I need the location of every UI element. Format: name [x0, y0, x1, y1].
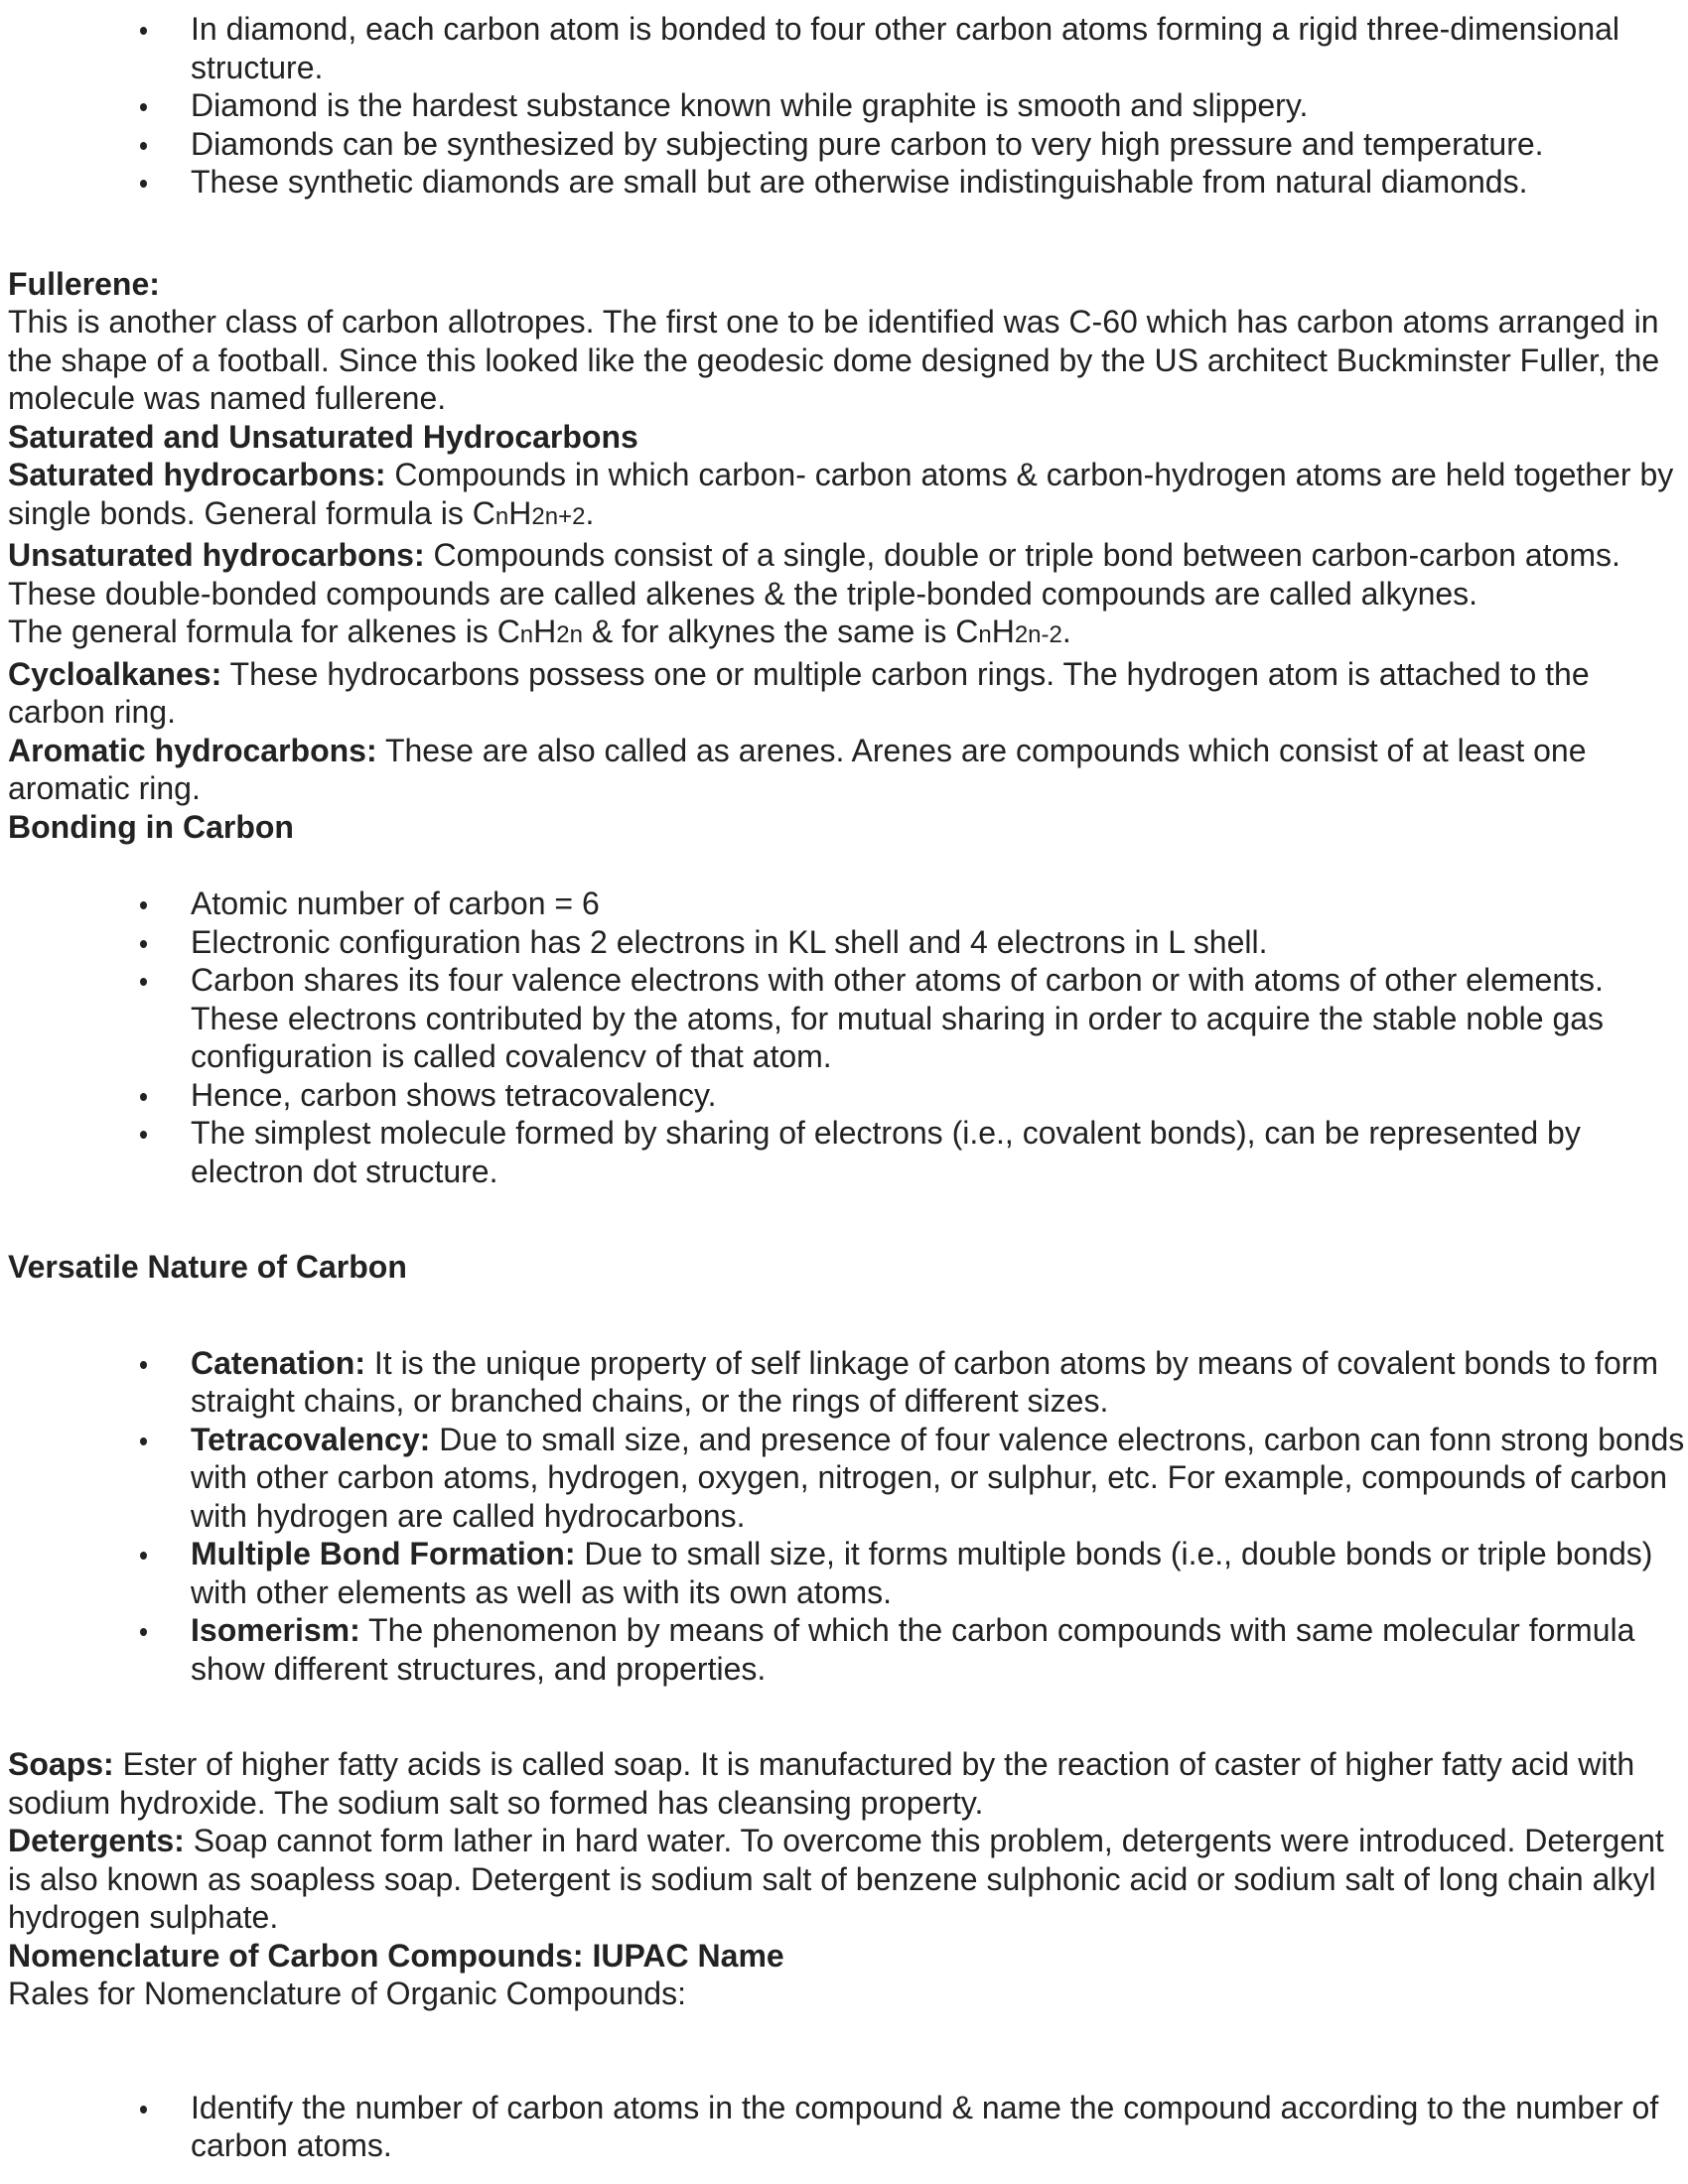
list-item: Tetracovalency: Due to small size, and presence of four valence electrons, carbon can fonn strong bonds with other carbon atoms, hydrogen, oxygen, nitrogen, or sulphur, etc. For example, compounds of carbon with hydrogen are called hydrocarbons. [8, 1421, 1686, 1536]
nomenclature-heading: Nomenclature of Carbon Compounds: IUPAC Name [8, 1937, 784, 1974]
nomenclature-subtitle: Rales for Nomenclature of Organic Compounds: [8, 1976, 686, 2011]
versatile-heading: Versatile Nature of Carbon [8, 1249, 407, 1285]
list-item: These synthetic diamonds are small but are otherwise indistinguishable from natural diamonds. [8, 163, 1686, 202]
list-item: Catenation: It is the unique property of self linkage of carbon atoms by means of covalent bonds to form straight chains, or branched chains, or the rings of different sizes. [8, 1344, 1686, 1421]
formula-paragraph: The general formula for alkenes is CnH2n & for alkynes the same is CnH2n-2. [8, 614, 1071, 649]
list-item: Electronic configuration has 2 electrons in KL shell and 4 electrons in L shell. [8, 923, 1686, 962]
saturated-paragraph: Saturated hydrocarbons: Compounds in which carbon- carbon atoms & carbon-hydrogen atoms are held together by single bonds. General formula is CnH2n+2. [8, 457, 1674, 531]
fullerene-text: This is another class of carbon allotropes. The first one to be identified was C-60 which has carbon atoms arranged in the shape of a football. Since this looked like the geodesic dome designed by the US architect Buckminster Fuller, the molecule was named fullerene. [8, 304, 1660, 416]
list-item: Isomerism: The phenomenon by means of which the carbon compounds with same molecular formula show different structures, and properties. [8, 1611, 1686, 1688]
alkenes-paragraph: These double-bonded compounds are called alkenes & the triple-bonded compounds are called alkynes. [8, 575, 1478, 612]
cycloalkanes-paragraph: Cycloalkanes: These hydrocarbons possess one or multiple carbon rings. The hydrogen atom is attached to the carbon ring. [8, 655, 1590, 730]
list-item: Diamond is the hardest substance known while graphite is smooth and slippery. [8, 86, 1686, 125]
soaps-paragraph: Soaps: Ester of higher fatty acids is called soap. It is manufactured by the reaction of caster of higher fatty acid with sodium hydroxide. The sodium salt so formed has cleansing property. [8, 1746, 1635, 1821]
aromatic-paragraph: Aromatic hydrocarbons: These are also called as arenes. Arenes are compounds which consist of at least one aromatic ring. [8, 732, 1587, 806]
bonding-list [8, 885, 1686, 1190]
bonding-heading: Bonding in Carbon [8, 808, 294, 845]
list-item: The simplest molecule formed by sharing of electrons (i.e., covalent bonds), can be represented by electron dot structure. [8, 1114, 1686, 1190]
unsaturated-paragraph: Unsaturated hydrocarbons: Compounds consist of a single, double or triple bond between carbon-carbon atoms. [8, 537, 1620, 573]
list-item: Carbon shares its four valence electrons with other atoms of carbon or with atoms of other elements. These electrons contributed by the atoms, for mutual sharing in order to acquire the stable noble gas configuration is called covalencv of that atom. [8, 961, 1686, 1076]
hydrocarbons-heading: Saturated and Unsaturated Hydrocarbons [8, 418, 638, 455]
diamond-list [8, 10, 1686, 202]
detergents-paragraph: Detergents: Soap cannot form lather in hard water. To overcome this problem, detergents were introduced. Detergent is also known as soapless soap. Detergent is sodium salt of benzene sulphonic acid or sodium salt of long chain alkyl hydrogen sulphate. [8, 1823, 1664, 1935]
fullerene-heading: Fullerene: [8, 265, 160, 302]
versatile-list [8, 1344, 1686, 1689]
list-item: Atomic number of carbon = 6 [8, 885, 1686, 923]
list-item: Identify the number of carbon atoms in the compound & name the compound according to the number of carbon atoms. [8, 2089, 1686, 2165]
nomenclature-list [8, 2089, 1686, 2165]
list-item: Multiple Bond Formation: Due to small size, it forms multiple bonds (i.e., double bonds or triple bonds) with other elements as well as with its own atoms. [8, 1535, 1686, 1611]
document-page [8, 10, 1686, 2165]
list-item: In diamond, each carbon atom is bonded to four other carbon atoms forming a rigid three-dimensional structure. [8, 10, 1686, 86]
list-item: Diamonds can be synthesized by subjecting pure carbon to very high pressure and temperature. [8, 125, 1686, 164]
list-item: Hence, carbon shows tetracovalency. [8, 1076, 1686, 1115]
